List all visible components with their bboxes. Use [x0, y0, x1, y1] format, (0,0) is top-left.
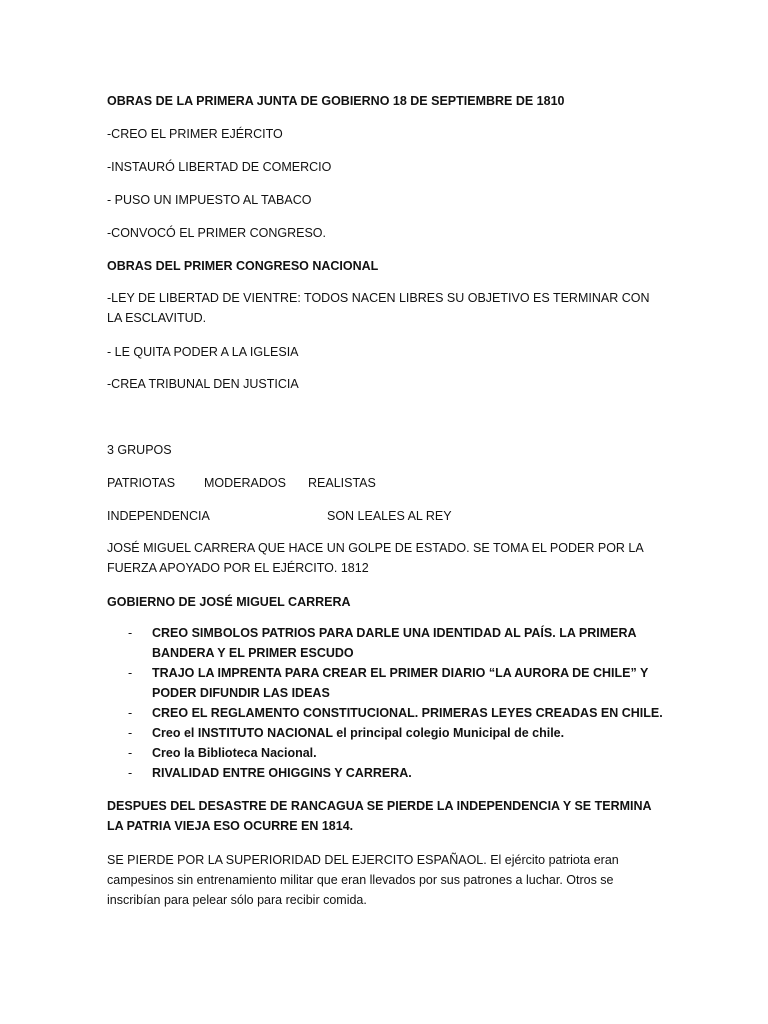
carrera-intro: JOSÉ MIGUEL CARRERA QUE HACE UN GOLPE DE ESTADO. SE TOMA EL PODER POR LA FUERZA APOYADO POR EL EJÉRCITO. 1812 — [107, 541, 644, 575]
grupos-row — [107, 473, 667, 493]
junta-item-3: - PUSO UN IMPUESTO AL TABACO — [107, 193, 312, 207]
list-item: - RIVALIDAD ENTRE OHIGGINS Y CARRERA. — [107, 763, 667, 783]
final-paragraph: SE PIERDE POR LA SUPERIORIDAD DEL EJERCITO ESPAÑAOL. El ejército patriota eran campesinos sin entrenamiento militar que eran llevados por sus patrones a luchar. Otros se inscribían para pelear sólo para recibir comida. — [107, 853, 619, 907]
list-item: - TRAJO LA IMPRENTA PARA CREAR EL PRIMER DIARIO “LA AURORA DE CHILE” Y PODER DIFUNDIR LAS IDEAS — [107, 663, 667, 703]
bullet-dash: - — [128, 746, 133, 760]
grupo-moderados: MODERADOS — [204, 476, 286, 490]
list-item: - CREO EL REGLAMENTO CONSTITUCIONAL. PRIMERAS LEYES CREADAS EN CHILE. — [107, 703, 667, 723]
congreso-item-2: - LE QUITA PODER A LA IGLESIA — [107, 345, 299, 359]
congreso-item-1: -LEY DE LIBERTAD DE VIENTRE: TODOS NACEN LIBRES SU OBJETIVO ES TERMINAR CON LA ESCLAVITUD. — [107, 291, 650, 325]
junta-item-4: -CONVOCÓ EL PRIMER CONGRESO. — [107, 226, 327, 240]
heading-primera-junta: OBRAS DE LA PRIMERA JUNTA DE GOBIERNO 18 DE SEPTIEMBRE DE 1810 — [107, 94, 565, 108]
bullet-dash: - — [128, 666, 133, 680]
list-item: - CREO SIMBOLOS PATRIOS PARA DARLE UNA IDENTIDAD AL PAÍS. LA PRIMERA BANDERA Y EL PRIMER ESCUDO — [107, 623, 667, 663]
grupos-desc-row — [107, 506, 667, 526]
bullet-dash: - — [128, 626, 133, 640]
bullet-dash: - — [128, 766, 133, 780]
junta-item-1: -CREO EL PRIMER EJÉRCITO — [107, 127, 283, 141]
congreso-item-3: -CREA TRIBUNAL DEN JUSTICIA — [107, 377, 299, 391]
carrera-list — [107, 623, 667, 783]
list-item: - Creo la Biblioteca Nacional. — [107, 743, 667, 763]
heading-gobierno-carrera: GOBIERNO DE JOSÉ MIGUEL CARRERA — [107, 595, 351, 609]
grupo-desc-leales: SON LEALES AL REY — [327, 509, 452, 523]
heading-primer-congreso: OBRAS DEL PRIMER CONGRESO NACIONAL — [107, 259, 379, 273]
junta-item-2: -INSTAURÓ LIBERTAD DE COMERCIO — [107, 160, 332, 174]
bullet-dash: - — [128, 706, 133, 720]
bullet-dash: - — [128, 726, 133, 740]
grupo-desc-independencia: INDEPENDENCIA — [107, 509, 210, 523]
list-item: - Creo el INSTITUTO NACIONAL el principal colegio Municipal de chile. — [107, 723, 667, 743]
grupo-patriotas: PATRIOTAS — [107, 476, 176, 490]
rancagua-paragraph: DESPUES DEL DESASTRE DE RANCAGUA SE PIERDE LA INDEPENDENCIA Y SE TERMINA LA PATRIA VIEJA ESO OCURRE EN 1814. — [107, 799, 652, 833]
grupo-realistas: REALISTAS — [308, 476, 376, 490]
grupos-title: 3 GRUPOS — [107, 443, 172, 457]
